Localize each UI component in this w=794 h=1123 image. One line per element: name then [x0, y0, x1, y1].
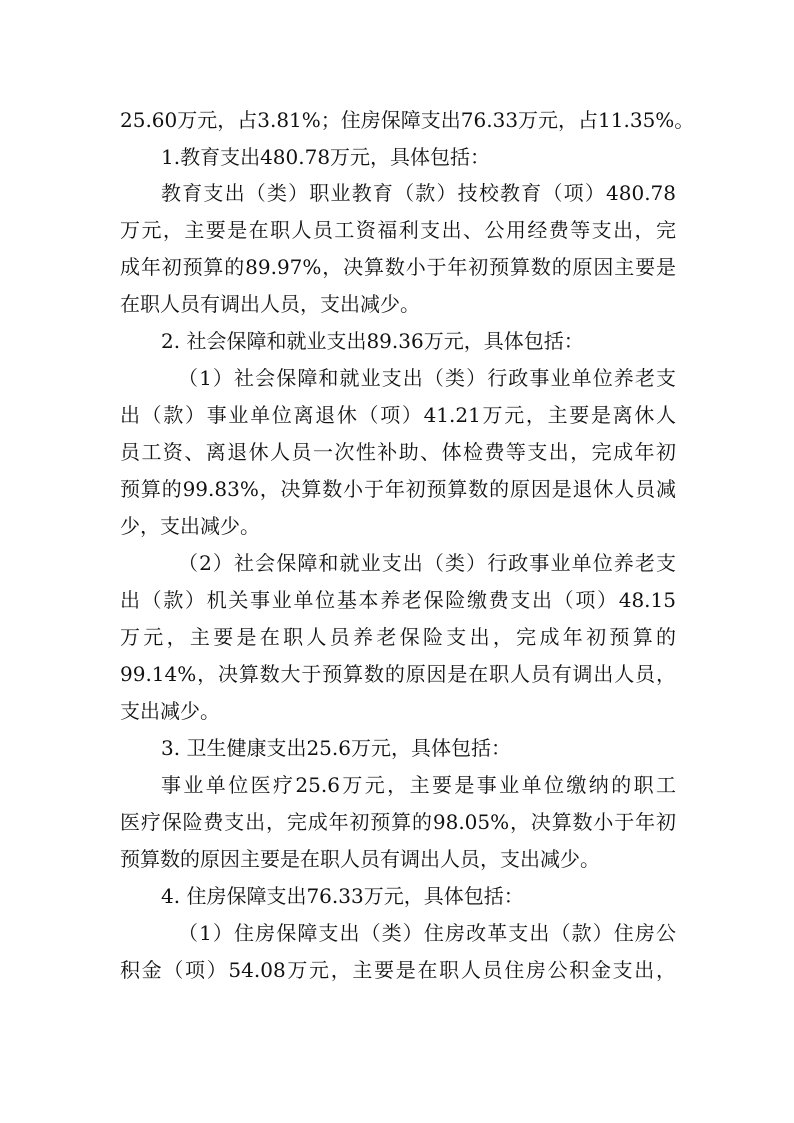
paragraph-line: 积金（项）54.08万元，主要是在职人员住房公积金支出，	[120, 958, 676, 982]
paragraph-line: 万元，主要是在职人员工资福利支出、公用经费等支出，完	[120, 218, 676, 242]
paragraph-line: 教育支出（类）职业教育（款）技校教育（项）480.78	[161, 181, 676, 205]
paragraph-line: 25.60万元，占3.81%；住房保障支出76.33万元，占11.35%。	[120, 108, 695, 132]
paragraph-line: 支出减少。	[120, 699, 220, 723]
section-heading-education: 1.教育支出480.78万元，具体包括：	[161, 145, 491, 169]
paragraph-line: （2）社会保障和就业支出（类）行政事业单位养老支	[178, 551, 676, 575]
paragraph-line: 少，支出减少。	[120, 514, 260, 538]
paragraph-line: 在职人员有调出人员，支出减少。	[120, 292, 420, 316]
paragraph-line: 万元，主要是在职人员养老保险支出，完成年初预算的	[120, 625, 676, 649]
section-heading-social-security: 2. 社会保障和就业支出89.36万元，具体包括：	[161, 329, 584, 353]
paragraph-line: （1）社会保障和就业支出（类）行政事业单位养老支	[178, 366, 676, 390]
paragraph-line: 出（款）事业单位离退休（项）41.21万元，主要是离休人	[120, 403, 676, 427]
paragraph-line: 99.14%，决算数大于预算数的原因是在职人员有调出人员，	[120, 662, 676, 686]
paragraph-line: 医疗保险费支出，完成年初预算的98.05%，决算数小于年初	[120, 810, 676, 834]
paragraph-line: （1）住房保障支出（类）住房改革支出（款）住房公	[178, 921, 676, 945]
paragraph-line: 预算的99.83%，决算数小于年初预算数的原因是退休人员减	[120, 477, 676, 501]
paragraph-line: 成年初预算的89.97%，决算数小于年初预算数的原因主要是	[120, 255, 676, 279]
section-heading-health: 3. 卫生健康支出25.6万元，具体包括：	[161, 736, 511, 760]
paragraph-line: 预算数的原因主要是在职人员有调出人员，支出减少。	[120, 847, 600, 871]
paragraph-line: 员工资、离退休人员一次性补助、体检费等支出，完成年初	[120, 440, 676, 464]
section-heading-housing: 4. 住房保障支出76.33万元，具体包括：	[161, 884, 524, 908]
paragraph-line: 事业单位医疗25.6万元，主要是事业单位缴纳的职工	[161, 773, 676, 797]
paragraph-line: 出（款）机关事业单位基本养老保险缴费支出（项）48.15	[120, 588, 676, 612]
